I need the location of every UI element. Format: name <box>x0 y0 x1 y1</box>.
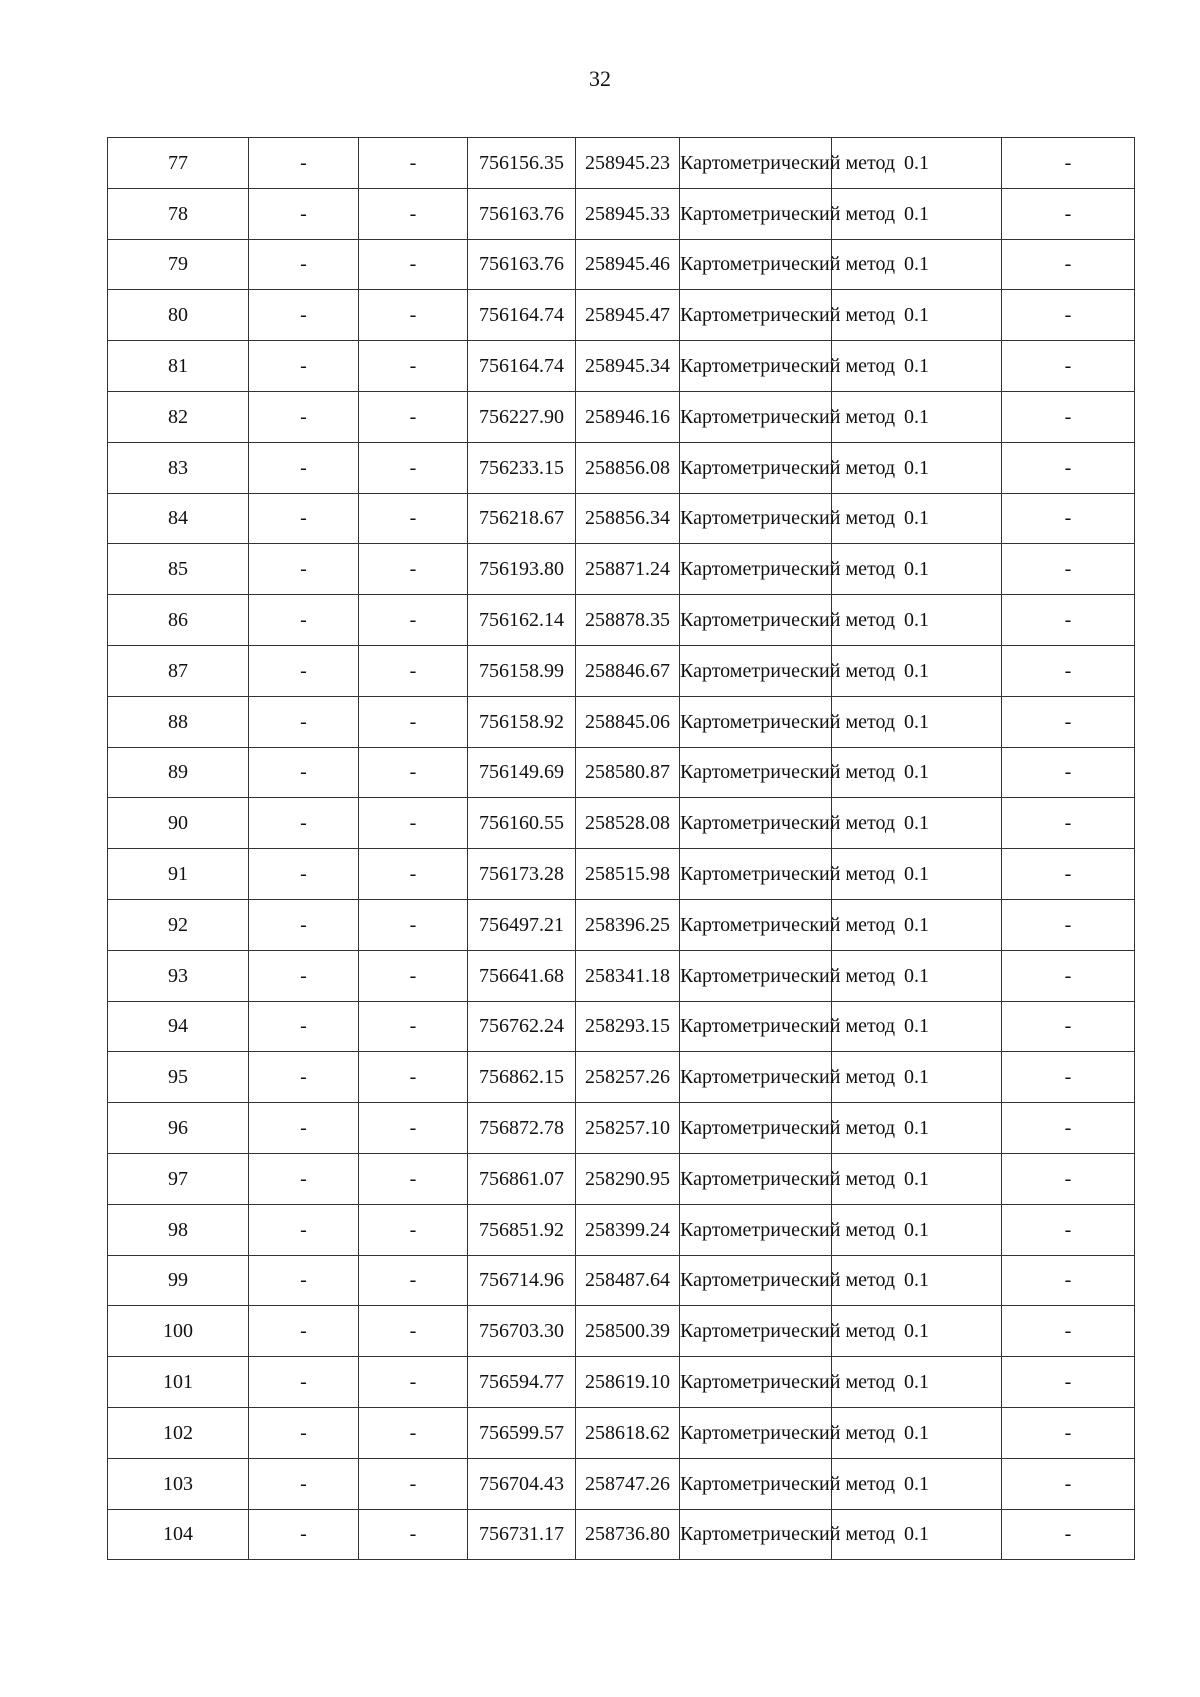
y-coordinate-cell: 258341.18 <box>576 950 680 1001</box>
y-coordinate-cell: 258747.26 <box>576 1458 680 1509</box>
precision-cell: 0.1 <box>832 341 1002 392</box>
empty-x-cell: - <box>249 747 359 798</box>
empty-y-cell: - <box>359 493 468 544</box>
precision-cell: 0.1 <box>832 544 1002 595</box>
x-coordinate-cell: 756594.77 <box>468 1357 576 1408</box>
point-number-cell: 103 <box>108 1458 249 1509</box>
y-coordinate-cell: 258945.33 <box>576 188 680 239</box>
point-number-cell: 89 <box>108 747 249 798</box>
precision-cell: 0.1 <box>832 1509 1002 1560</box>
note-cell: - <box>1002 696 1135 747</box>
point-number-cell: 85 <box>108 544 249 595</box>
method-cell: Картометрический метод <box>680 1509 832 1560</box>
table-row <box>108 188 1135 239</box>
empty-x-cell: - <box>249 1153 359 1204</box>
point-number-cell: 92 <box>108 899 249 950</box>
empty-y-cell: - <box>359 1255 468 1306</box>
empty-x-cell: - <box>249 950 359 1001</box>
note-cell: - <box>1002 1052 1135 1103</box>
x-coordinate-cell: 756851.92 <box>468 1204 576 1255</box>
x-coordinate-cell: 756158.92 <box>468 696 576 747</box>
y-coordinate-cell: 258257.26 <box>576 1052 680 1103</box>
empty-x-cell: - <box>249 1306 359 1357</box>
precision-cell: 0.1 <box>832 645 1002 696</box>
method-cell: Картометрический метод <box>680 1357 832 1408</box>
precision-cell: 0.1 <box>832 747 1002 798</box>
table-row <box>108 1306 1135 1357</box>
x-coordinate-cell: 756160.55 <box>468 798 576 849</box>
point-number-cell: 96 <box>108 1103 249 1154</box>
x-coordinate-cell: 756162.14 <box>468 595 576 646</box>
precision-cell: 0.1 <box>832 1306 1002 1357</box>
empty-y-cell: - <box>359 290 468 341</box>
y-coordinate-cell: 258396.25 <box>576 899 680 950</box>
note-cell: - <box>1002 1153 1135 1204</box>
method-cell: Картометрический метод <box>680 493 832 544</box>
table-row <box>108 849 1135 900</box>
empty-y-cell: - <box>359 1052 468 1103</box>
x-coordinate-cell: 756163.76 <box>468 188 576 239</box>
x-coordinate-cell: 756233.15 <box>468 442 576 493</box>
y-coordinate-cell: 258945.46 <box>576 239 680 290</box>
note-cell: - <box>1002 290 1135 341</box>
x-coordinate-cell: 756872.78 <box>468 1103 576 1154</box>
point-number-cell: 95 <box>108 1052 249 1103</box>
coordinates-table <box>107 137 1135 1560</box>
note-cell: - <box>1002 950 1135 1001</box>
x-coordinate-cell: 756497.21 <box>468 899 576 950</box>
x-coordinate-cell: 756164.74 <box>468 341 576 392</box>
table-row <box>108 138 1135 189</box>
empty-y-cell: - <box>359 1509 468 1560</box>
table-row <box>108 1052 1135 1103</box>
empty-y-cell: - <box>359 849 468 900</box>
table-row <box>108 950 1135 1001</box>
precision-cell: 0.1 <box>832 595 1002 646</box>
empty-x-cell: - <box>249 595 359 646</box>
x-coordinate-cell: 756193.80 <box>468 544 576 595</box>
y-coordinate-cell: 258487.64 <box>576 1255 680 1306</box>
y-coordinate-cell: 258399.24 <box>576 1204 680 1255</box>
empty-x-cell: - <box>249 1509 359 1560</box>
point-number-cell: 77 <box>108 138 249 189</box>
point-number-cell: 83 <box>108 442 249 493</box>
x-coordinate-cell: 756164.74 <box>468 290 576 341</box>
y-coordinate-cell: 258736.80 <box>576 1509 680 1560</box>
x-coordinate-cell: 756714.96 <box>468 1255 576 1306</box>
empty-x-cell: - <box>249 645 359 696</box>
empty-x-cell: - <box>249 1204 359 1255</box>
empty-y-cell: - <box>359 696 468 747</box>
empty-y-cell: - <box>359 899 468 950</box>
table-row <box>108 239 1135 290</box>
empty-y-cell: - <box>359 188 468 239</box>
x-coordinate-cell: 756173.28 <box>468 849 576 900</box>
method-cell: Картометрический метод <box>680 188 832 239</box>
point-number-cell: 79 <box>108 239 249 290</box>
y-coordinate-cell: 258945.47 <box>576 290 680 341</box>
x-coordinate-cell: 756704.43 <box>468 1458 576 1509</box>
table-row <box>108 1153 1135 1204</box>
note-cell: - <box>1002 1103 1135 1154</box>
y-coordinate-cell: 258945.23 <box>576 138 680 189</box>
note-cell: - <box>1002 138 1135 189</box>
empty-y-cell: - <box>359 645 468 696</box>
y-coordinate-cell: 258515.98 <box>576 849 680 900</box>
empty-x-cell: - <box>249 493 359 544</box>
empty-y-cell: - <box>359 341 468 392</box>
table-row <box>108 391 1135 442</box>
method-cell: Картометрический метод <box>680 391 832 442</box>
precision-cell: 0.1 <box>832 1001 1002 1052</box>
precision-cell: 0.1 <box>832 239 1002 290</box>
y-coordinate-cell: 258845.06 <box>576 696 680 747</box>
method-cell: Картометрический метод <box>680 1255 832 1306</box>
table-body <box>108 138 1135 1560</box>
note-cell: - <box>1002 899 1135 950</box>
table-row <box>108 493 1135 544</box>
precision-cell: 0.1 <box>832 950 1002 1001</box>
note-cell: - <box>1002 1458 1135 1509</box>
note-cell: - <box>1002 595 1135 646</box>
empty-y-cell: - <box>359 1458 468 1509</box>
point-number-cell: 86 <box>108 595 249 646</box>
y-coordinate-cell: 258290.95 <box>576 1153 680 1204</box>
empty-y-cell: - <box>359 1153 468 1204</box>
method-cell: Картометрический метод <box>680 290 832 341</box>
empty-y-cell: - <box>359 747 468 798</box>
note-cell: - <box>1002 1001 1135 1052</box>
table-row <box>108 290 1135 341</box>
empty-y-cell: - <box>359 1001 468 1052</box>
table-row <box>108 442 1135 493</box>
table-row <box>108 1103 1135 1154</box>
precision-cell: 0.1 <box>832 849 1002 900</box>
x-coordinate-cell: 756861.07 <box>468 1153 576 1204</box>
precision-cell: 0.1 <box>832 1407 1002 1458</box>
page-number: 32 <box>589 66 611 91</box>
note-cell: - <box>1002 341 1135 392</box>
method-cell: Картометрический метод <box>680 1306 832 1357</box>
precision-cell: 0.1 <box>832 493 1002 544</box>
empty-y-cell: - <box>359 798 468 849</box>
precision-cell: 0.1 <box>832 696 1002 747</box>
note-cell: - <box>1002 493 1135 544</box>
table-row <box>108 1509 1135 1560</box>
point-number-cell: 81 <box>108 341 249 392</box>
y-coordinate-cell: 258257.10 <box>576 1103 680 1154</box>
empty-x-cell: - <box>249 1052 359 1103</box>
point-number-cell: 99 <box>108 1255 249 1306</box>
note-cell: - <box>1002 849 1135 900</box>
empty-x-cell: - <box>249 899 359 950</box>
precision-cell: 0.1 <box>832 899 1002 950</box>
method-cell: Картометрический метод <box>680 950 832 1001</box>
note-cell: - <box>1002 798 1135 849</box>
method-cell: Картометрический метод <box>680 239 832 290</box>
point-number-cell: 91 <box>108 849 249 900</box>
x-coordinate-cell: 756227.90 <box>468 391 576 442</box>
empty-x-cell: - <box>249 341 359 392</box>
y-coordinate-cell: 258293.15 <box>576 1001 680 1052</box>
note-cell: - <box>1002 544 1135 595</box>
table-row <box>108 645 1135 696</box>
empty-x-cell: - <box>249 1103 359 1154</box>
method-cell: Картометрический метод <box>680 747 832 798</box>
method-cell: Картометрический метод <box>680 696 832 747</box>
empty-x-cell: - <box>249 1357 359 1408</box>
method-cell: Картометрический метод <box>680 1153 832 1204</box>
x-coordinate-cell: 756703.30 <box>468 1306 576 1357</box>
x-coordinate-cell: 756158.99 <box>468 645 576 696</box>
table-row <box>108 544 1135 595</box>
x-coordinate-cell: 756862.15 <box>468 1052 576 1103</box>
precision-cell: 0.1 <box>832 391 1002 442</box>
empty-y-cell: - <box>359 1357 468 1408</box>
method-cell: Картометрический метод <box>680 1103 832 1154</box>
note-cell: - <box>1002 645 1135 696</box>
table-row <box>108 1001 1135 1052</box>
point-number-cell: 88 <box>108 696 249 747</box>
x-coordinate-cell: 756731.17 <box>468 1509 576 1560</box>
note-cell: - <box>1002 1407 1135 1458</box>
note-cell: - <box>1002 442 1135 493</box>
method-cell: Картометрический метод <box>680 341 832 392</box>
x-coordinate-cell: 756163.76 <box>468 239 576 290</box>
point-number-cell: 97 <box>108 1153 249 1204</box>
note-cell: - <box>1002 1357 1135 1408</box>
table-row <box>108 1357 1135 1408</box>
empty-y-cell: - <box>359 1103 468 1154</box>
empty-x-cell: - <box>249 849 359 900</box>
table-row <box>108 747 1135 798</box>
method-cell: Картометрический метод <box>680 849 832 900</box>
point-number-cell: 90 <box>108 798 249 849</box>
empty-x-cell: - <box>249 1255 359 1306</box>
method-cell: Картометрический метод <box>680 442 832 493</box>
x-coordinate-cell: 756641.68 <box>468 950 576 1001</box>
precision-cell: 0.1 <box>832 138 1002 189</box>
note-cell: - <box>1002 1306 1135 1357</box>
point-number-cell: 104 <box>108 1509 249 1560</box>
method-cell: Картометрический метод <box>680 595 832 646</box>
table-row <box>108 341 1135 392</box>
point-number-cell: 78 <box>108 188 249 239</box>
precision-cell: 0.1 <box>832 188 1002 239</box>
method-cell: Картометрический метод <box>680 544 832 595</box>
y-coordinate-cell: 258846.67 <box>576 645 680 696</box>
y-coordinate-cell: 258856.08 <box>576 442 680 493</box>
empty-y-cell: - <box>359 1407 468 1458</box>
point-number-cell: 94 <box>108 1001 249 1052</box>
precision-cell: 0.1 <box>832 442 1002 493</box>
x-coordinate-cell: 756762.24 <box>468 1001 576 1052</box>
table-row <box>108 1204 1135 1255</box>
precision-cell: 0.1 <box>832 798 1002 849</box>
empty-x-cell: - <box>249 290 359 341</box>
x-coordinate-cell: 756599.57 <box>468 1407 576 1458</box>
empty-x-cell: - <box>249 391 359 442</box>
empty-x-cell: - <box>249 188 359 239</box>
empty-x-cell: - <box>249 138 359 189</box>
empty-y-cell: - <box>359 950 468 1001</box>
y-coordinate-cell: 258878.35 <box>576 595 680 646</box>
note-cell: - <box>1002 1204 1135 1255</box>
note-cell: - <box>1002 188 1135 239</box>
precision-cell: 0.1 <box>832 1458 1002 1509</box>
empty-y-cell: - <box>359 239 468 290</box>
point-number-cell: 82 <box>108 391 249 442</box>
empty-x-cell: - <box>249 1407 359 1458</box>
empty-y-cell: - <box>359 138 468 189</box>
empty-x-cell: - <box>249 239 359 290</box>
precision-cell: 0.1 <box>832 290 1002 341</box>
precision-cell: 0.1 <box>832 1153 1002 1204</box>
x-coordinate-cell: 756149.69 <box>468 747 576 798</box>
table-row <box>108 1458 1135 1509</box>
x-coordinate-cell: 756218.67 <box>468 493 576 544</box>
precision-cell: 0.1 <box>832 1052 1002 1103</box>
note-cell: - <box>1002 391 1135 442</box>
point-number-cell: 101 <box>108 1357 249 1408</box>
empty-x-cell: - <box>249 1001 359 1052</box>
method-cell: Картометрический метод <box>680 1458 832 1509</box>
note-cell: - <box>1002 747 1135 798</box>
point-number-cell: 98 <box>108 1204 249 1255</box>
table-row <box>108 1407 1135 1458</box>
method-cell: Картометрический метод <box>680 645 832 696</box>
table-row <box>108 798 1135 849</box>
point-number-cell: 80 <box>108 290 249 341</box>
table-row <box>108 595 1135 646</box>
empty-x-cell: - <box>249 544 359 595</box>
method-cell: Картометрический метод <box>680 1001 832 1052</box>
empty-x-cell: - <box>249 798 359 849</box>
method-cell: Картометрический метод <box>680 1204 832 1255</box>
method-cell: Картометрический метод <box>680 138 832 189</box>
y-coordinate-cell: 258528.08 <box>576 798 680 849</box>
note-cell: - <box>1002 1509 1135 1560</box>
point-number-cell: 84 <box>108 493 249 544</box>
empty-x-cell: - <box>249 696 359 747</box>
y-coordinate-cell: 258619.10 <box>576 1357 680 1408</box>
table-row <box>108 696 1135 747</box>
precision-cell: 0.1 <box>832 1255 1002 1306</box>
method-cell: Картометрический метод <box>680 899 832 950</box>
empty-x-cell: - <box>249 1458 359 1509</box>
point-number-cell: 87 <box>108 645 249 696</box>
method-cell: Картометрический метод <box>680 1407 832 1458</box>
precision-cell: 0.1 <box>832 1357 1002 1408</box>
y-coordinate-cell: 258945.34 <box>576 341 680 392</box>
point-number-cell: 93 <box>108 950 249 1001</box>
table-row <box>108 899 1135 950</box>
y-coordinate-cell: 258946.16 <box>576 391 680 442</box>
point-number-cell: 102 <box>108 1407 249 1458</box>
y-coordinate-cell: 258580.87 <box>576 747 680 798</box>
method-cell: Картометрический метод <box>680 1052 832 1103</box>
y-coordinate-cell: 258871.24 <box>576 544 680 595</box>
empty-y-cell: - <box>359 1204 468 1255</box>
precision-cell: 0.1 <box>832 1204 1002 1255</box>
y-coordinate-cell: 258618.62 <box>576 1407 680 1458</box>
empty-y-cell: - <box>359 544 468 595</box>
empty-y-cell: - <box>359 595 468 646</box>
method-cell: Картометрический метод <box>680 798 832 849</box>
y-coordinate-cell: 258856.34 <box>576 493 680 544</box>
empty-x-cell: - <box>249 442 359 493</box>
table-row <box>108 1255 1135 1306</box>
note-cell: - <box>1002 1255 1135 1306</box>
note-cell: - <box>1002 239 1135 290</box>
y-coordinate-cell: 258500.39 <box>576 1306 680 1357</box>
empty-y-cell: - <box>359 442 468 493</box>
precision-cell: 0.1 <box>832 1103 1002 1154</box>
empty-y-cell: - <box>359 391 468 442</box>
point-number-cell: 100 <box>108 1306 249 1357</box>
x-coordinate-cell: 756156.35 <box>468 138 576 189</box>
empty-y-cell: - <box>359 1306 468 1357</box>
